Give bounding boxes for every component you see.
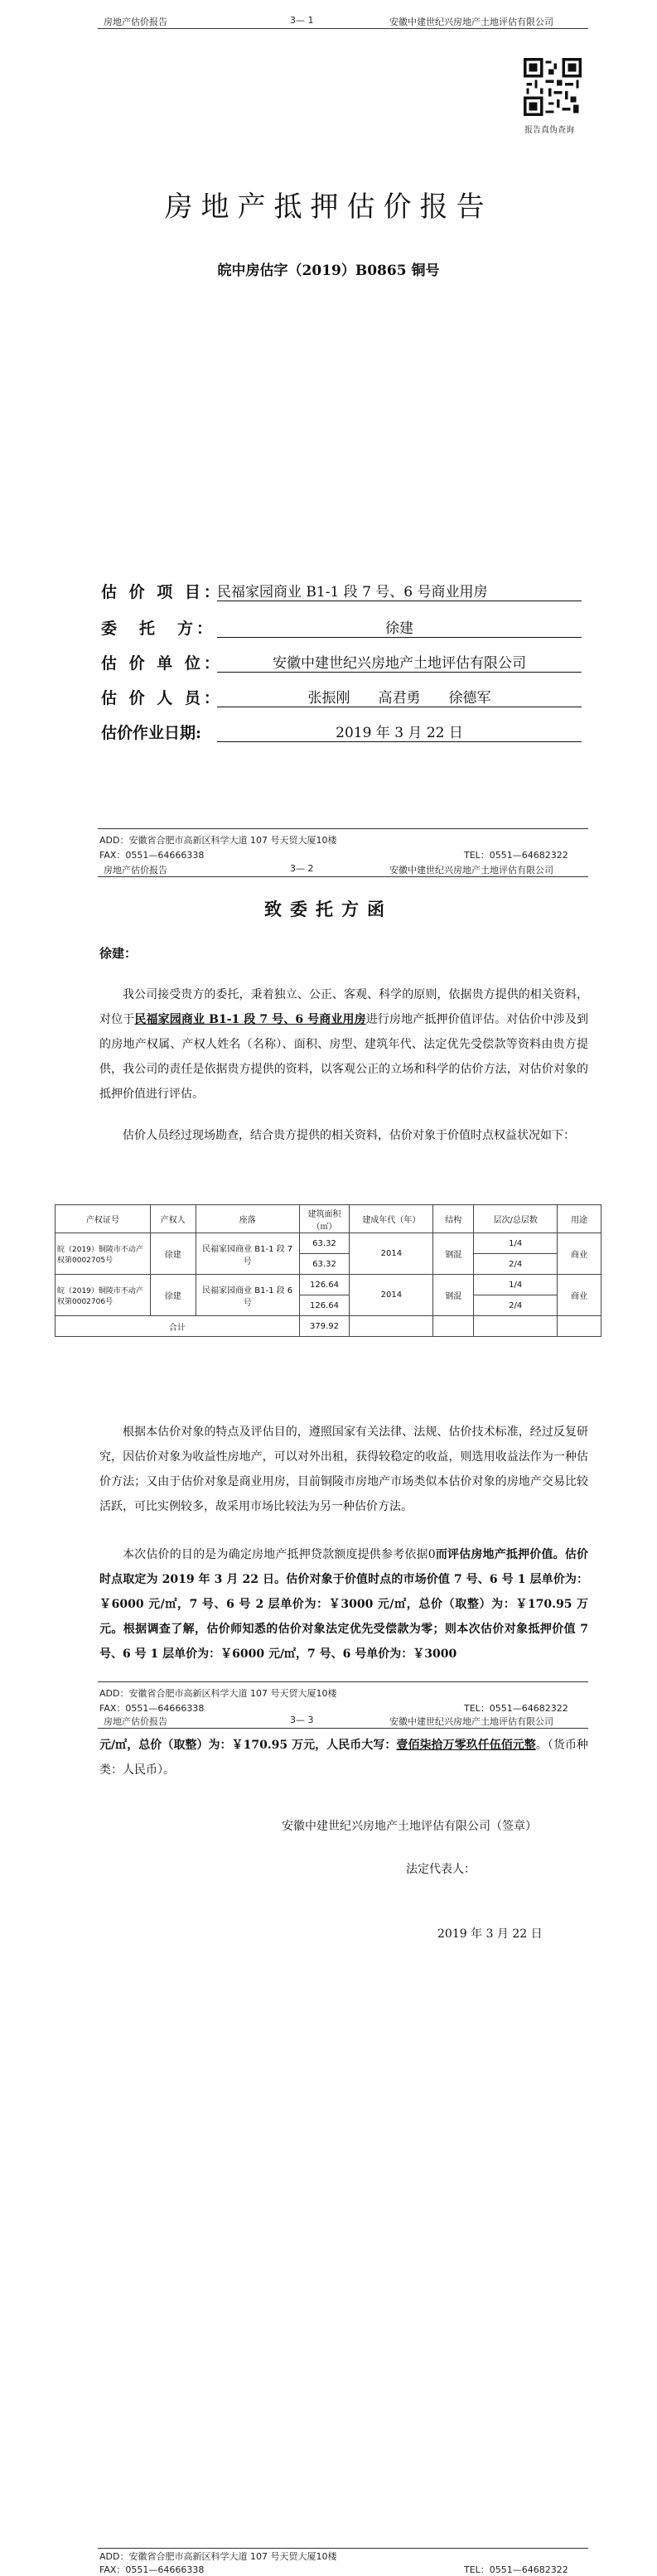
legal-representative: 法定代表人： bbox=[406, 1863, 476, 1876]
table-cell-owner: 徐建 bbox=[150, 1233, 196, 1275]
field-label-appraisers: 估 价 人 员： bbox=[101, 689, 223, 707]
footer-rule bbox=[98, 828, 588, 829]
paragraph-survey: 估价人员经过现场勘查，结合贵方提供的相关资料，估价对象于价值时点权益状况如下： bbox=[123, 1129, 575, 1142]
field-label-date: 估价作业日期: bbox=[101, 724, 202, 742]
table-cell-location: 民福家园商业 B1-1 段 7 号 bbox=[196, 1233, 299, 1275]
table-cell-location: 民福家园商业 B1-1 段 6 号 bbox=[196, 1275, 299, 1316]
footer-rule bbox=[98, 1681, 588, 1682]
table-header-row bbox=[56, 1205, 601, 1233]
qr-code-icon bbox=[524, 58, 582, 116]
page-header-number: 3— 3 bbox=[290, 1715, 314, 1725]
report-title: 房地产抵押估价报告 bbox=[164, 191, 493, 224]
table-cell-year: 2014 bbox=[350, 1233, 433, 1275]
footer-fax: FAX：0551—64666338 bbox=[99, 850, 205, 861]
header-rule bbox=[98, 1728, 588, 1729]
table-cell-floor: 1/4 bbox=[474, 1233, 558, 1254]
table-header-cell: 产权人 bbox=[150, 1205, 196, 1233]
footer-fax: FAX：0551—64666338 bbox=[99, 2564, 205, 2575]
table-row bbox=[56, 1275, 601, 1295]
table-row bbox=[56, 1233, 601, 1254]
table-header-cell: 用途 bbox=[558, 1205, 601, 1233]
paragraph-valuation: 本次估价的目的是为确定房地产抵押贷款额度提供参考依据0而评估房地产抵押价值。估价时点取定为 2019 年 3 月 22 日。估价对象于价值时点的市场价值 7 号、6 号 1 层单价为：￥6000 元/㎡，7 号、6 号 2 层单价为：￥3000 元/㎡，总价（取整）为：￥170.95 万元。根据调查了解，估价师知悉的估价对象法定优先受偿款为零；则本次估价对象抵押价值 7 号、6 号 1 层单价为：￥6000 元/㎡，7 号、6 号单价为：￥3000 bbox=[99, 1548, 588, 1661]
paragraph-methodology: 根据本估价对象的特点及评估目的，遵照国家有关法律、法规、估价技术标准，经过反复研究，因估价对象为收益性房地产，可以对外出租，获得较稳定的收益，则选用收益法作为一种估价方法；又由于估价对象是商业用房，目前铜陵市房地产市场类似本估价对象的房地产交易比较活跃，可比实例较多，故采用市场比较法为另一种估价方法。 bbox=[99, 1425, 588, 1513]
page-header-right: 安徽中建世纪兴房地产土地评估有限公司 bbox=[389, 17, 553, 27]
table-header-cell: 层次/总层数 bbox=[474, 1205, 558, 1233]
table-cell-area: 63.32 bbox=[299, 1233, 350, 1254]
field-value-date: 2019 年 3 月 22 日 bbox=[217, 721, 582, 742]
header-rule bbox=[98, 876, 588, 877]
field-value-client: 徐建 bbox=[217, 616, 582, 638]
table-cell-floor: 2/4 bbox=[474, 1254, 558, 1275]
table-total-row bbox=[56, 1316, 601, 1337]
table-cell-area: 126.64 bbox=[299, 1295, 350, 1316]
paragraph-valuation-continued: 元/㎡，总价（取整）为：￥170.95 万元，人民币大写：壹佰柒拾万零玖仟伍佰元整。（货币种类：人民币）。 bbox=[99, 1739, 588, 1777]
footer-tel: TEL：0551—64682322 bbox=[464, 1703, 568, 1714]
table-cell-year: 2014 bbox=[350, 1275, 433, 1316]
table-cell-cert: 皖（2019）铜陵市不动产权第0002706号 bbox=[56, 1275, 151, 1316]
field-value-agency: 安徽中建世纪兴房地产土地评估有限公司 bbox=[217, 651, 582, 673]
signature-date: 2019 年 3 月 22 日 bbox=[437, 1927, 543, 1941]
table-cell-area: 63.32 bbox=[299, 1254, 350, 1275]
salutation: 徐建： bbox=[99, 946, 138, 961]
table-total-value: 379.92 bbox=[299, 1316, 350, 1337]
table-cell-floor: 2/4 bbox=[474, 1295, 558, 1316]
table-cell-structure: 钢混 bbox=[433, 1233, 474, 1275]
header-rule bbox=[98, 28, 588, 29]
page-header-right: 安徽中建世纪兴房地产土地评估有限公司 bbox=[389, 1716, 553, 1727]
page-header-number: 3— 1 bbox=[290, 15, 314, 26]
field-value-project: 民福家园商业 B1-1 段 7 号、6 号商业用房 bbox=[217, 580, 582, 601]
footer-fax: FAX：0551—64666338 bbox=[99, 1703, 205, 1714]
table-header-cell: 建成年代（年） bbox=[350, 1205, 433, 1233]
company-signature: 安徽中建世纪兴房地产土地评估有限公司（签章） bbox=[282, 1820, 537, 1833]
qr-caption: 报告真伪查询 bbox=[524, 126, 574, 135]
table-cell-use: 商业 bbox=[558, 1233, 601, 1275]
property-table bbox=[55, 1204, 601, 1337]
page-header-left: 房地产估价报告 bbox=[104, 865, 167, 876]
table-cell-structure: 钢混 bbox=[433, 1275, 474, 1316]
footer-tel: TEL：0551—64682322 bbox=[464, 850, 568, 861]
field-label-agency: 估 价 单 位： bbox=[101, 654, 223, 673]
table-header-cell: 座落 bbox=[196, 1205, 299, 1233]
paragraph-entrustment: 我公司接受贵方的委托，秉着独立、公正、客观、科学的原则，依据贵方提供的相关资料，对位于民福家园商业 B1-1 段 7 号、6 号商业用房进行房地产抵押价值评估。对估价中涉及到的房地产权属、产权人姓名（名称）、面积、房型、建筑年代、法定优先受偿款等资料由贵方提供，我公司的责任是依据贵方提供的资料，以客观公正的立场和科学的估价方法，对估价对象的抵押价值进行评估。 bbox=[99, 988, 589, 1101]
table-header-cell: 结构 bbox=[433, 1205, 474, 1233]
table-header-cell: 产权证号 bbox=[56, 1205, 151, 1233]
page-header-number: 3— 2 bbox=[290, 863, 314, 874]
letter-title: 致委托方函 bbox=[264, 899, 393, 919]
page-header-left: 房地产估价报告 bbox=[104, 17, 167, 27]
table-header-cell: 建筑面积（㎡） bbox=[299, 1205, 350, 1233]
field-label-project: 估 价 项 目： bbox=[101, 583, 223, 601]
footer-address: ADD：安徽省合肥市高新区科学大道 107 号天贸大厦10楼 bbox=[99, 1688, 337, 1699]
table-cell-floor: 1/4 bbox=[474, 1275, 558, 1295]
table-total-label: 合计 bbox=[56, 1316, 300, 1337]
table-cell-owner: 徐建 bbox=[150, 1275, 196, 1316]
table-cell-use: 商业 bbox=[558, 1275, 601, 1316]
table-cell-cert: 皖（2019）铜陵市不动产权第0002705号 bbox=[56, 1233, 151, 1275]
footer-rule bbox=[98, 2548, 588, 2549]
footer-address: ADD：安徽省合肥市高新区科学大道 107 号天贸大厦10楼 bbox=[99, 2551, 337, 2562]
field-label-client: 委 托 方： bbox=[101, 620, 216, 638]
document-number: 皖中房估字（2019）B0865 铜号 bbox=[217, 263, 440, 279]
property-location: 民福家园商业 B1-1 段 7 号、6 号商业用房 bbox=[134, 1013, 366, 1026]
amount-in-words: 壹佰柒拾万零玖仟伍佰元整 bbox=[396, 1739, 536, 1752]
table-cell-area: 126.64 bbox=[299, 1275, 350, 1295]
footer-tel: TEL：0551—64682322 bbox=[464, 2564, 568, 2575]
field-value-appraisers: 张振刚 高君勇 徐德军 bbox=[217, 686, 582, 707]
page-header-right: 安徽中建世纪兴房地产土地评估有限公司 bbox=[389, 865, 553, 876]
page-header-left: 房地产估价报告 bbox=[104, 1716, 167, 1727]
footer-address: ADD：安徽省合肥市高新区科学大道 107 号天贸大厦10楼 bbox=[99, 835, 337, 846]
